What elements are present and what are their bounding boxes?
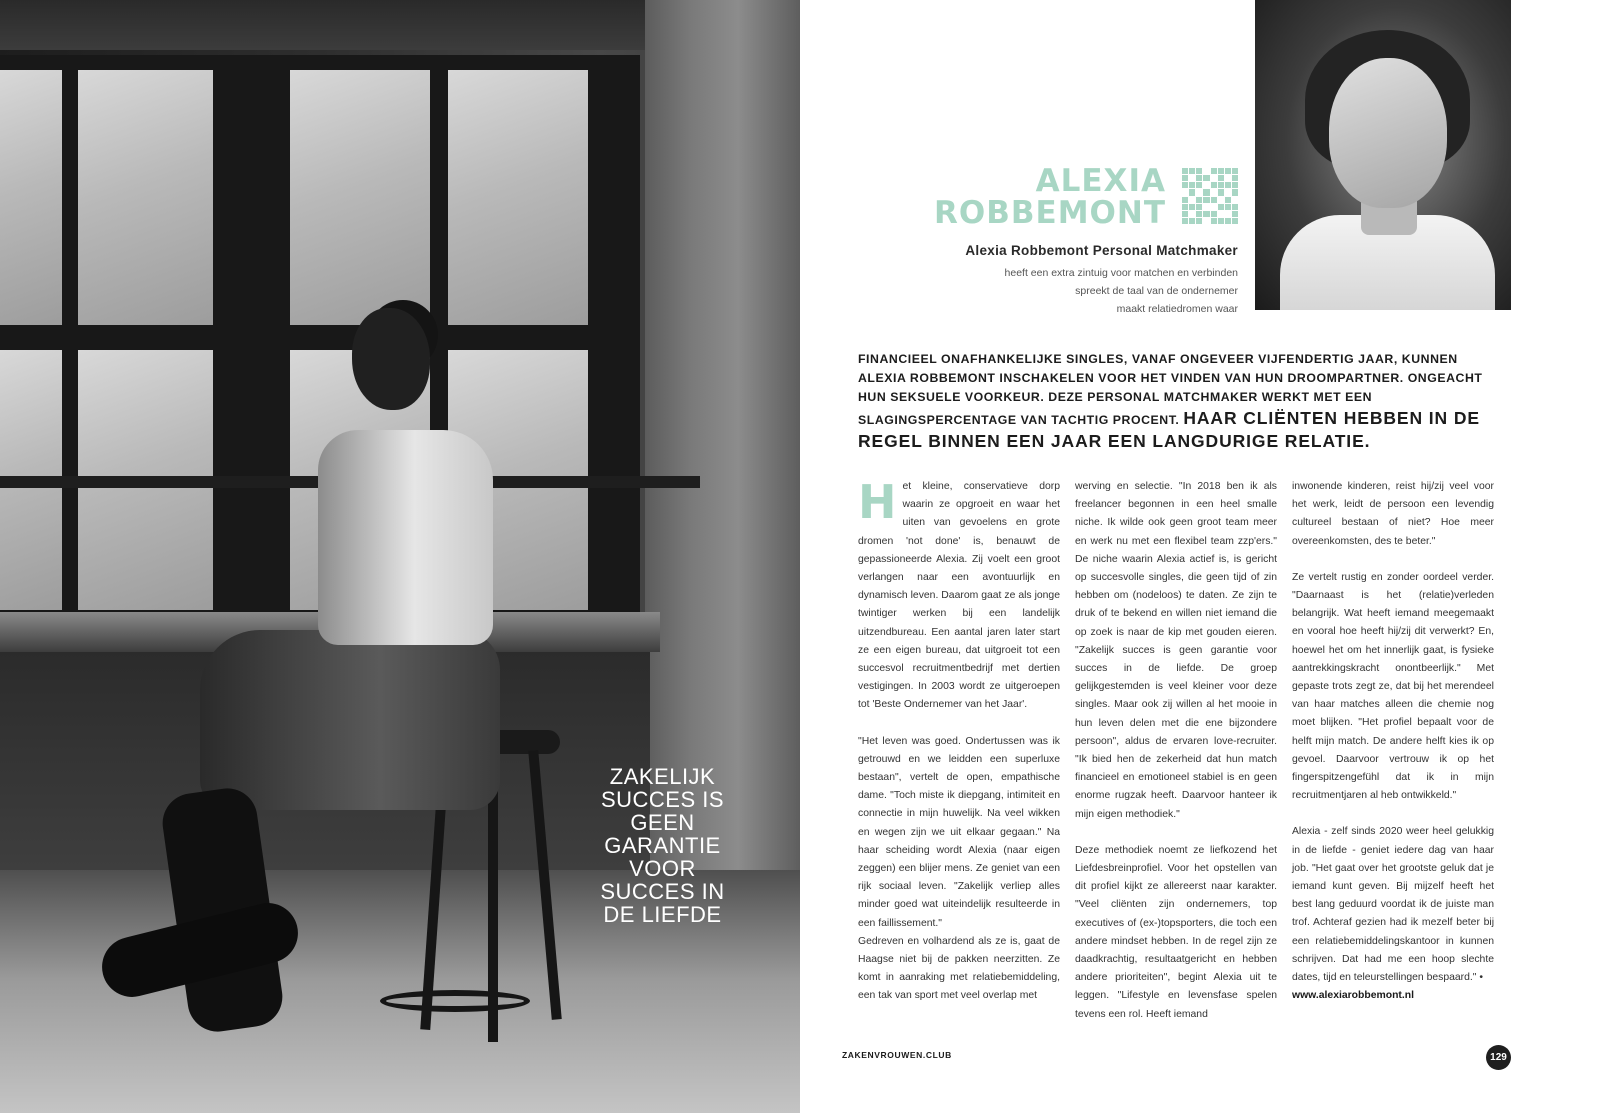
window-pane xyxy=(0,70,62,325)
pull-quote xyxy=(590,765,735,926)
dropcap: H xyxy=(858,475,897,529)
body-paragraph: werving en selectie. "In 2018 ben ik als freelancer begonnen in een heel smalle niche. Ik wilde ook geen groot team meer en werk nu met een flexibel team zzp'ers." De niche waarin Alexia actief is, is gericht op succesvolle singles, die geen tijd of zin hebben om (nodeloos) te daten. Ze zijn te druk of te bekend en willen niet iemand die op zoek is naar de kip met gouden eieren. "Zakelijk succes is geen garantie voor succes in de liefde. De groep gelijkgestemden is veel kleiner voor deze singles. Maar ook zij willen al het mooie in hun leven delen met die ene bijzondere persoon", aldus de ervaren love-recruiter. "Ik bied hen de zekerheid dat hun match financieel en emotioneel stabiel is en geen enorme rugzak heeft. Daarvoor hanteer ik mijn eigen methodiek." xyxy=(1075,481,1277,820)
lead-text: FINANCIEEL ONAFHANKELIJKE SINGLES, VANAF ONGEVEER VIJFENDERTIG JAAR, KUNNEN ALEXIA ROBBEMONT INSCHAKELEN VOOR HET VINDEN VAN HUN DROOMPARTNER. ONGEACHT HUN SEKSUELE VOORKEUR. DEZE PERSONAL MATCHMAKER WERKT MET EEN SLAGINGSPERCENTAGE VAN TACHTIG PROCENT. xyxy=(858,352,1483,427)
article-column-2 xyxy=(1075,478,1277,1042)
lead-emphasis: HAAR CLIËNTEN HEBBEN IN DE REGEL BINNEN EEN JAAR EEN LANGDURIGE RELATIE. xyxy=(858,408,1480,451)
woman-head xyxy=(352,308,430,410)
tagline: spreekt de taal van de ondernemer xyxy=(1075,285,1238,297)
pull-quote-line: SUCCES IS xyxy=(600,787,725,812)
pull-quote-line: DE LIEFDE xyxy=(603,902,722,927)
body-paragraph: Gedreven en volhardend als ze is, gaat de Haagse niet bij de pakken neerzitten. Ze komt in aanraking met relatiebemiddeling, een tak van sport met veel overlap met xyxy=(858,935,1060,1002)
portrait-face xyxy=(1329,58,1447,208)
body-paragraph: Alexia - zelf sinds 2020 weer heel gelukkig in de liefde - geniet iedere dag van haar job. "Het gaat over het grootste geluk dat je iemand kunt geven. Bij mijzelf heeft het best lang geduurd voordat ik de juiste man trof. Achteraf gezien had ik mezelf beter bij een relatiebemiddelingskantoor in kunnen schrijven. Dat had me een hoop slechte dates, tijd en teleurstellingen bespaard." • xyxy=(1292,826,1494,984)
window-pane xyxy=(78,70,213,325)
qr-code-icon[interactable] xyxy=(1182,168,1238,224)
article-column-1 xyxy=(858,475,1060,1024)
body-paragraph: inwonende kinderen, reist hij/zij veel voor het werk, leidt de persoon een levendig cultureel bestaan of niet? Hoe meer overeenkomsten, des te beter." xyxy=(1292,481,1494,547)
body-paragraph: Deze methodiek noemt ze liefkozend het Liefdesbreinprofiel. Voor het opstellen van dit profiel kijkt ze allereerst naar karakter. "Veel cliënten zijn ondernemers, top executives of (ex-)topsporters, die toch een andere mindset hebben. In de regel zijn ze daadkrachtig, resultaatgericht en hebben andere prioriteiten", begint Alexia uit te leggen. "Lifestyle en levensfase spelen tevens een rol. Heeft iemand xyxy=(1075,844,1277,1020)
page-number: 129 xyxy=(1486,1045,1511,1070)
pull-quote-line: ZAKELIJK xyxy=(609,764,716,789)
body-paragraph: Ze vertelt rustig en zonder oordeel verder. "Daarnaast is het (relatie)verleden belangrijk. Wat heeft iemand meegemaakt en vooral hoe heeft hij/zij dit verwerkt? En, hoewel het om het innerlijk gaat, is fysieke aantrekkingskracht onontbeerlijk." Met gepaste trots zegt ze, dat bij het merendeel van haar matches alleen die chemie nog moet blijken. "Het profiel bepaalt voor de helft mijn match. De andere helft kies ik op gevoel. Daarvoor vertrouw ik op het fingerspitzengefühl dat ik in mijn recruitmentjaren al heb ontwikkeld." xyxy=(1292,571,1494,802)
article-title xyxy=(900,165,1166,229)
woman-skirt xyxy=(200,630,500,810)
title-last-name: ROBBEMONT xyxy=(934,195,1166,231)
window-pane xyxy=(448,70,588,325)
article-column-3 xyxy=(1292,478,1494,1023)
window-pane xyxy=(290,70,430,325)
footer-brand: ZAKENVROUWEN.CLUB xyxy=(842,1050,952,1060)
pull-quote-line: VOOR xyxy=(629,856,696,881)
pull-quote-line: GEEN xyxy=(630,810,695,835)
body-paragraph: "Het leven was goed. Ondertussen was ik getrouwd en we leidden een superluxe bestaan", vertelt de open, empathische dame. "Toch miste ik diepgang, intimiteit en connectie in mijn huwelijk. Na veel wikken en wegen zijn we uit elkaar gegaan." Na haar scheiding wordt Alexia (naar eigen zeggen) een blijer mens. Ze geniet van een rijk sociaal leven. "Zakelijk verliep alles minder goed wat uiteindelijk resulteerde in een faillissement." xyxy=(858,735,1060,929)
company-name: Alexia Robbemont Personal Matchmaker xyxy=(965,243,1238,258)
woman-torso xyxy=(318,430,493,645)
tagline: maakt relatiedromen waar xyxy=(1116,303,1238,315)
body-paragraph: et kleine, conservatieve dorp waarin ze opgroeit en waar het uiten van gevoelens en grote dromen 'not done' is, benauwt de gepassioneerde Alexia. Zij voelt een groot verlangen naar een avontuurlijk en dynamisch leven. Daarom gaat ze als jonge twintiger werken bij een landelijk uitzendbureau. Een aantal jaren later start ze een eigen bureau, dat uitgroeit tot een succesvol recruitmentbedrijf met dertien vestigingen. In 2003 wordt ze uitgeroepen tot 'Beste Ondernemer van het Jaar'. xyxy=(858,481,1060,711)
stool-ring xyxy=(380,990,530,1012)
title-first-name: ALEXIA xyxy=(1035,163,1166,199)
pull-quote-line: GARANTIE xyxy=(604,833,721,858)
portrait-photo xyxy=(1255,0,1511,310)
tagline: heeft een extra zintuig voor matchen en verbinden xyxy=(1004,267,1238,279)
intro-block xyxy=(900,243,1238,318)
lead-paragraph xyxy=(858,350,1498,453)
pull-quote-line: SUCCES IN xyxy=(600,879,725,904)
website-link[interactable]: www.alexiarobbemont.nl xyxy=(1292,990,1415,1002)
